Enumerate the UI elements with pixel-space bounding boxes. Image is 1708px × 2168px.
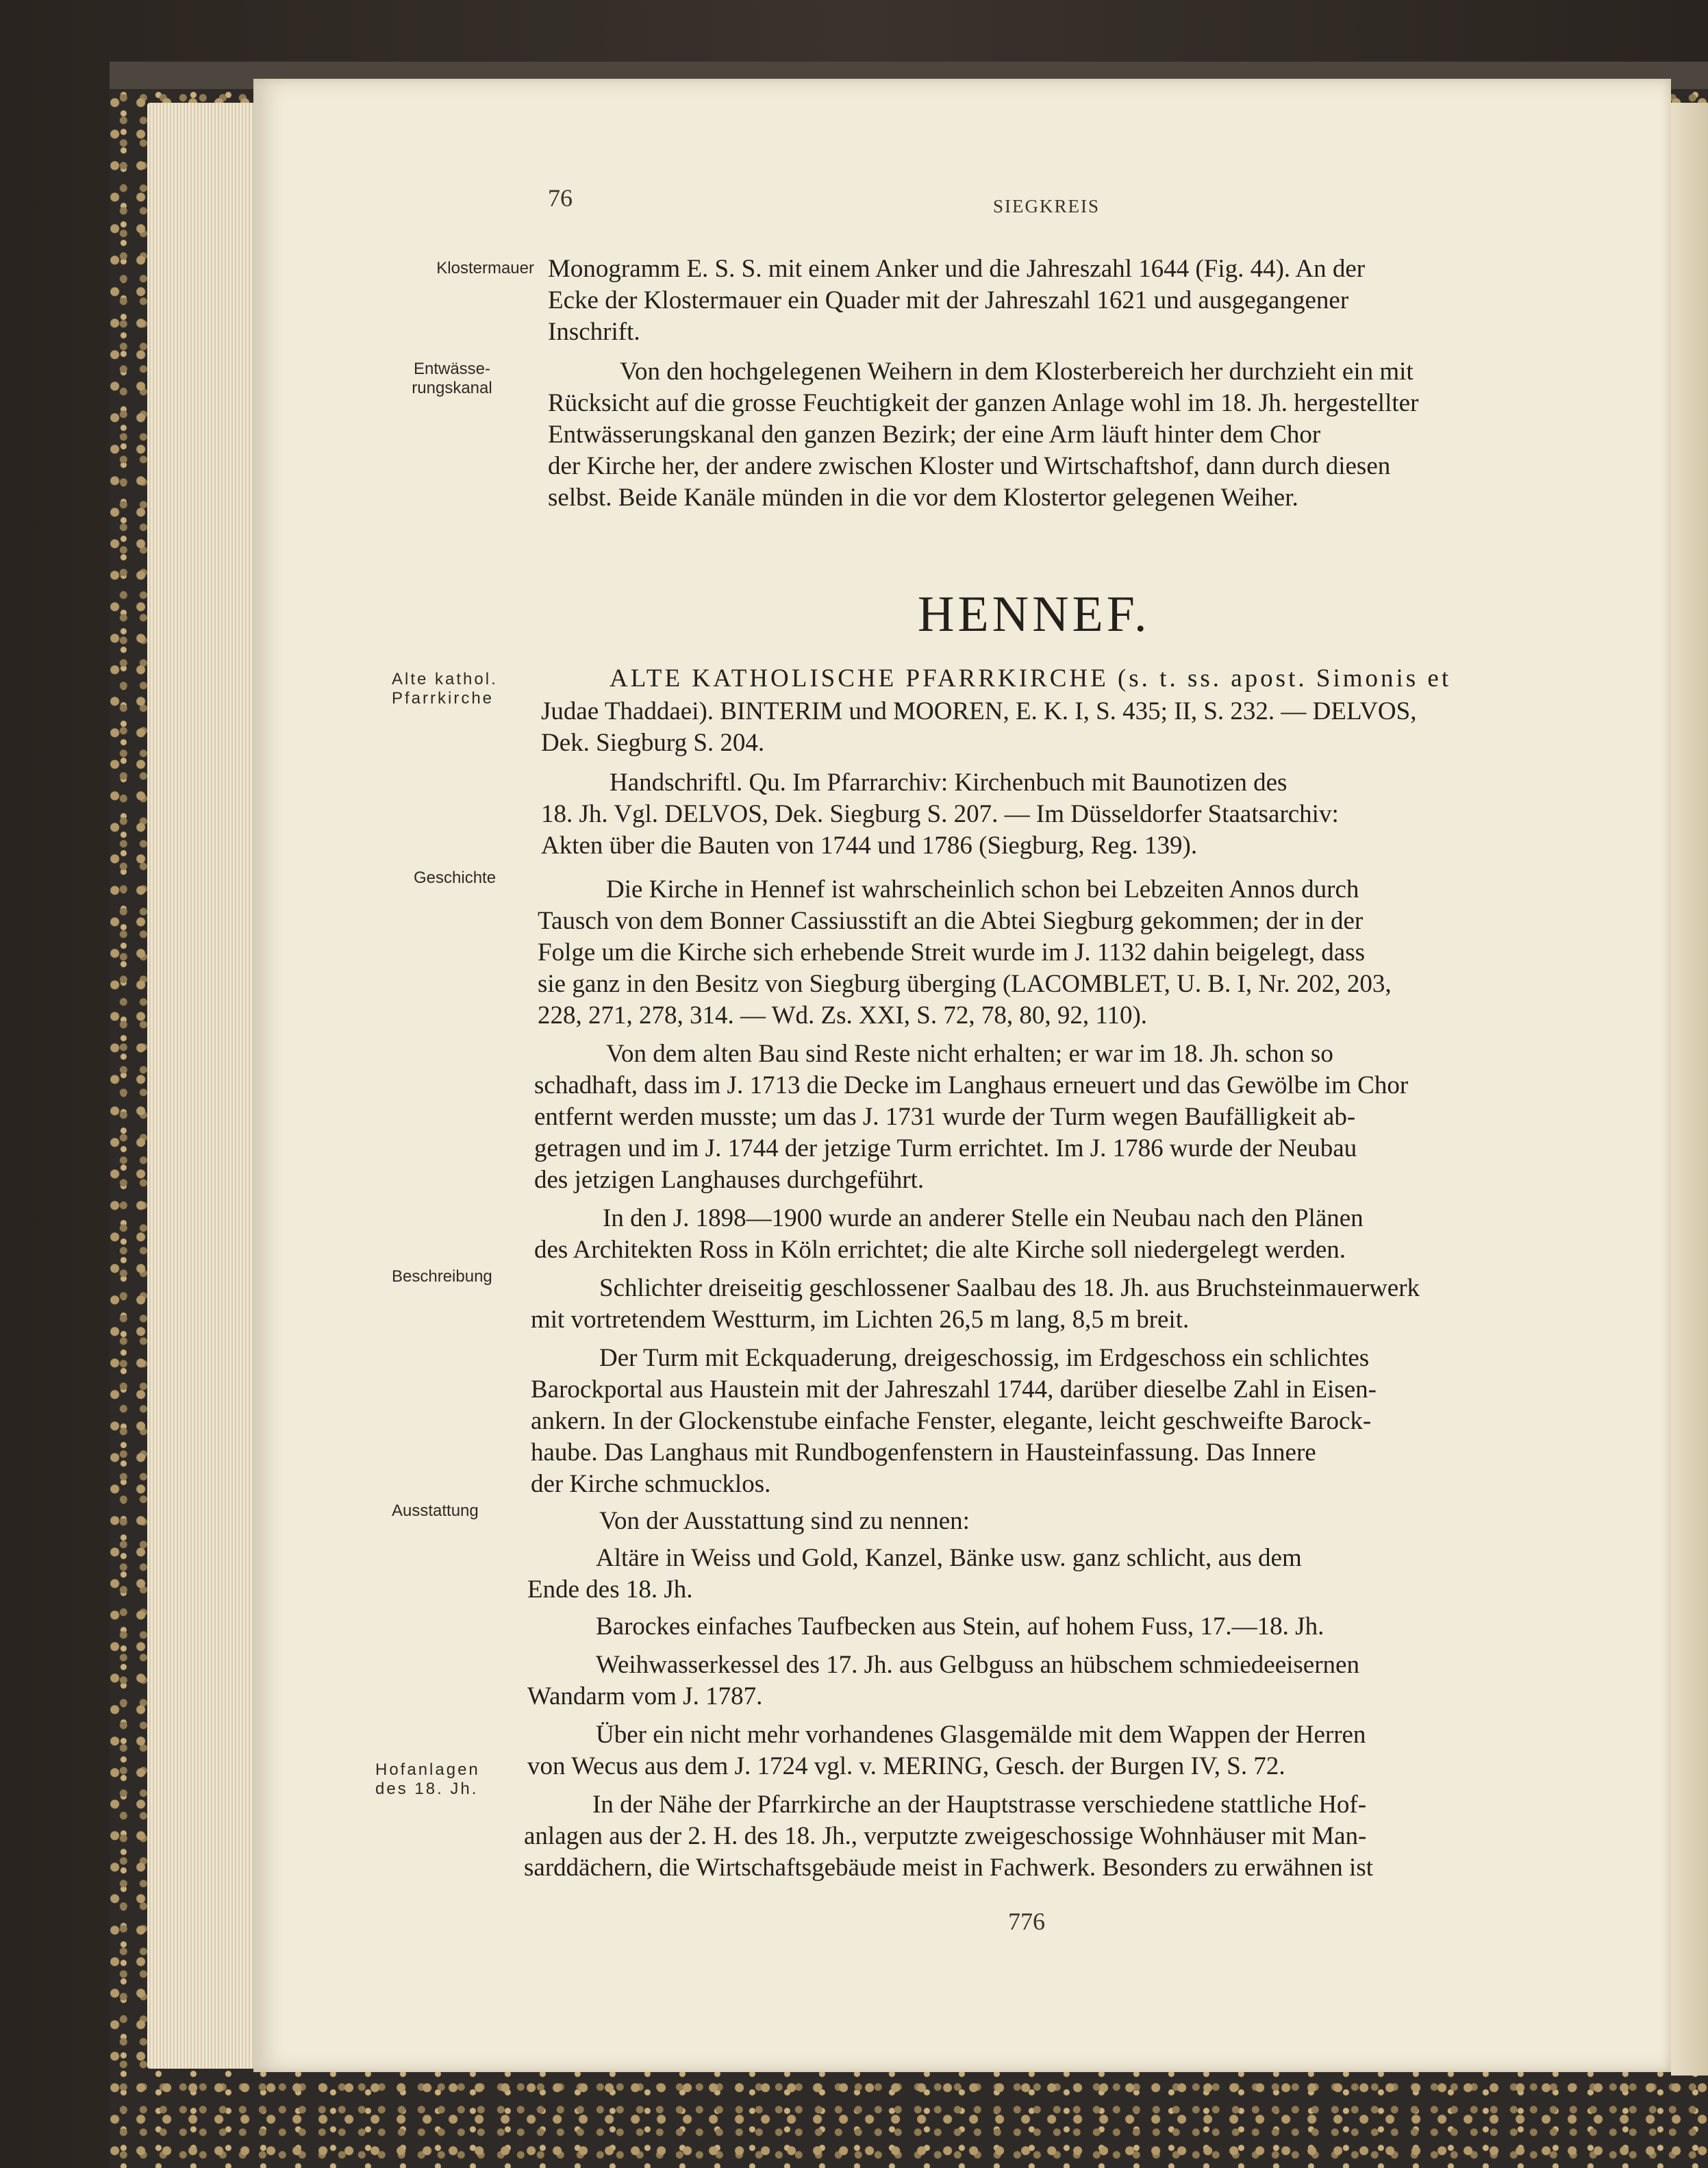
text-line: der Kirche her, der andere zwischen Kloster und Wirtschaftshof, dann durch diesen (548, 452, 1391, 480)
text-line: Tausch von dem Bonner Cassiusstift an die Abtei Siegburg gekommen; der in der (538, 907, 1364, 935)
margin-note-hof-2: des 18. Jh. (375, 1780, 479, 1798)
margin-note-hof-1: Hofanlagen (375, 1760, 480, 1779)
text-line: entfernt werden musste; um das J. 1731 wurde der Turm wegen Baufälligkeit ab- (534, 1103, 1356, 1131)
text-line: Von dem alten Bau sind Reste nicht erhalten; er war im 18. Jh. schon so (606, 1040, 1333, 1068)
text-line: ankern. In der Glockenstube einfache Fenster, elegante, leicht geschweifte Barock- (531, 1407, 1372, 1435)
margin-note-ausstattung: Ausstattung (392, 1502, 479, 1520)
text-line: Akten über die Bauten von 1744 und 1786 (Siegburg, Reg. 139). (541, 832, 1198, 860)
text-line: ALTE KATHOLISCHE PFARRKIRCHE (s. t. ss. apost. Simonis et (610, 664, 1452, 693)
text-line: sarddächern, die Wirtschaftsgebäude meist in Fachwerk. Besonders zu erwähnen ist (524, 1854, 1374, 1882)
text-line: von Wecus aus dem J. 1724 vgl. v. MERING, Gesch. der Burgen IV, S. 72. (527, 1752, 1285, 1780)
text-line: Dek. Siegburg S. 204. (541, 729, 765, 757)
text-line: Inschrift. (548, 318, 640, 346)
text-line: Weihwasserkessel des 17. Jh. aus Gelbguss an hübschem schmiedeeisernen (596, 1651, 1359, 1679)
text-line: Schlichter dreiseitig geschlossener Saalbau des 18. Jh. aus Bruchsteinmauerwerk (599, 1274, 1420, 1302)
page-stack-edges (147, 103, 267, 2069)
text-line: des jetzigen Langhauses durchgeführt. (534, 1166, 925, 1194)
margin-note-geschichte: Geschichte (414, 869, 497, 887)
text-line: Folge um die Kirche sich erhebende Streit wurde im J. 1132 dahin beigelegt, dass (538, 938, 1366, 967)
folio-number: 776 (1008, 1908, 1045, 1935)
text-line: Ecke der Klostermauer ein Quader mit der Jahreszahl 1621 und ausgegangener (548, 286, 1349, 314)
text-line: Von den hochgelegenen Weihern in dem Klosterbereich her durchzieht ein mit (620, 358, 1414, 386)
margin-note-klostermauer: Klostermauer (436, 259, 534, 277)
text-line: Barockes einfaches Taufbecken aus Stein, auf hohem Fuss, 17.—18. Jh. (596, 1612, 1324, 1641)
margin-note-entwaesserung-1: Entwässe- (413, 360, 491, 378)
text-line: In der Nähe der Pfarrkirche an der Hauptstrasse verschiedene stattliche Hof- (592, 1791, 1367, 1819)
text-line: 18. Jh. Vgl. DELVOS, Dek. Siegburg S. 207. — Im Düsseldorfer Staatsarchiv: (541, 800, 1339, 828)
text-line: Monogramm E. S. S. mit einem Anker und die Jahreszahl 1644 (Fig. 44). An der (548, 255, 1366, 283)
text-line: Ende des 18. Jh. (527, 1575, 693, 1604)
margin-note-alte-2: Pfarrkirche (392, 689, 494, 708)
text-line: 228, 271, 278, 314. — Wd. Zs. XXI, S. 72, 78, 80, 92, 110). (538, 1001, 1148, 1030)
text-line: selbst. Beide Kanäle münden in die vor dem Klostertor gelegenen Weiher. (548, 484, 1298, 512)
text-line: Entwässerungskanal den ganzen Bezirk; der eine Arm läuft hinter dem Chor (548, 421, 1321, 449)
text-line: Rücksicht auf die grosse Feuchtigkeit der ganzen Anlage wohl im 18. Jh. hergestellter (548, 389, 1419, 417)
text-line: anlagen aus der 2. H. des 18. Jh., verputzte zweigeschossige Wohnhäuser mit Man- (524, 1822, 1367, 1850)
text-line: Handschriftl. Qu. Im Pfarrarchiv: Kirchenbuch mit Baunotizen des (610, 769, 1288, 797)
text-line: schadhaft, dass im J. 1713 die Decke im Langhaus erneuert und das Gewölbe im Chor (534, 1071, 1409, 1099)
margin-note-entwaesserung-2: rungskanal (412, 379, 492, 397)
margin-note-beschreibung: Beschreibung (392, 1267, 492, 1286)
text-line: des Architekten Ross in Köln errichtet; die alte Kirche soll niedergelegt werden. (534, 1236, 1346, 1264)
facing-page-edge (1671, 103, 1708, 2076)
text-line: Judae Thaddaei). BINTERIM und MOOREN, E. K. I, S. 435; II, S. 232. — DELVOS, (541, 697, 1417, 725)
text-line: Barockportal aus Haustein mit der Jahreszahl 1744, darüber dieselbe Zahl in Eisen- (531, 1375, 1377, 1404)
text-line: Die Kirche in Hennef ist wahrscheinlich schon bei Lebzeiten Annos durch (606, 875, 1359, 904)
text-line: Der Turm mit Eckquaderung, dreigeschossig, im Erdgeschoss ein schlichtes (599, 1344, 1370, 1372)
page-number: 76 (548, 184, 573, 212)
margin-note-alte-1: Alte kathol. (392, 670, 498, 688)
text-line: Wandarm vom J. 1787. (527, 1682, 763, 1710)
section-heading: HENNEF. (918, 586, 1151, 643)
text-line: getragen und im J. 1744 der jetzige Turm errichtet. Im J. 1786 wurde der Neubau (534, 1134, 1357, 1162)
text-line: Über ein nicht mehr vorhandenes Glasgemälde mit dem Wappen der Herren (596, 1721, 1366, 1749)
text-line: In den J. 1898—1900 wurde an anderer Stelle ein Neubau nach den Plänen (603, 1204, 1364, 1232)
running-head: SIEGKREIS (993, 196, 1101, 216)
text-line: der Kirche schmucklos. (531, 1470, 771, 1498)
text-line: Von der Ausstattung sind zu nennen: (599, 1507, 970, 1535)
text-line: mit vortretendem Westturm, im Lichten 26,5 m lang, 8,5 m breit. (531, 1306, 1190, 1334)
text-line: sie ganz in den Besitz von Siegburg überging (LACOMBLET, U. B. I, Nr. 202, 203, (538, 970, 1392, 998)
text-line: Altäre in Weiss und Gold, Kanzel, Bänke usw. ganz schlicht, aus dem (596, 1544, 1302, 1572)
text-line: haube. Das Langhaus mit Rundbogenfenstern in Hausteinfassung. Das Innere (531, 1438, 1316, 1467)
